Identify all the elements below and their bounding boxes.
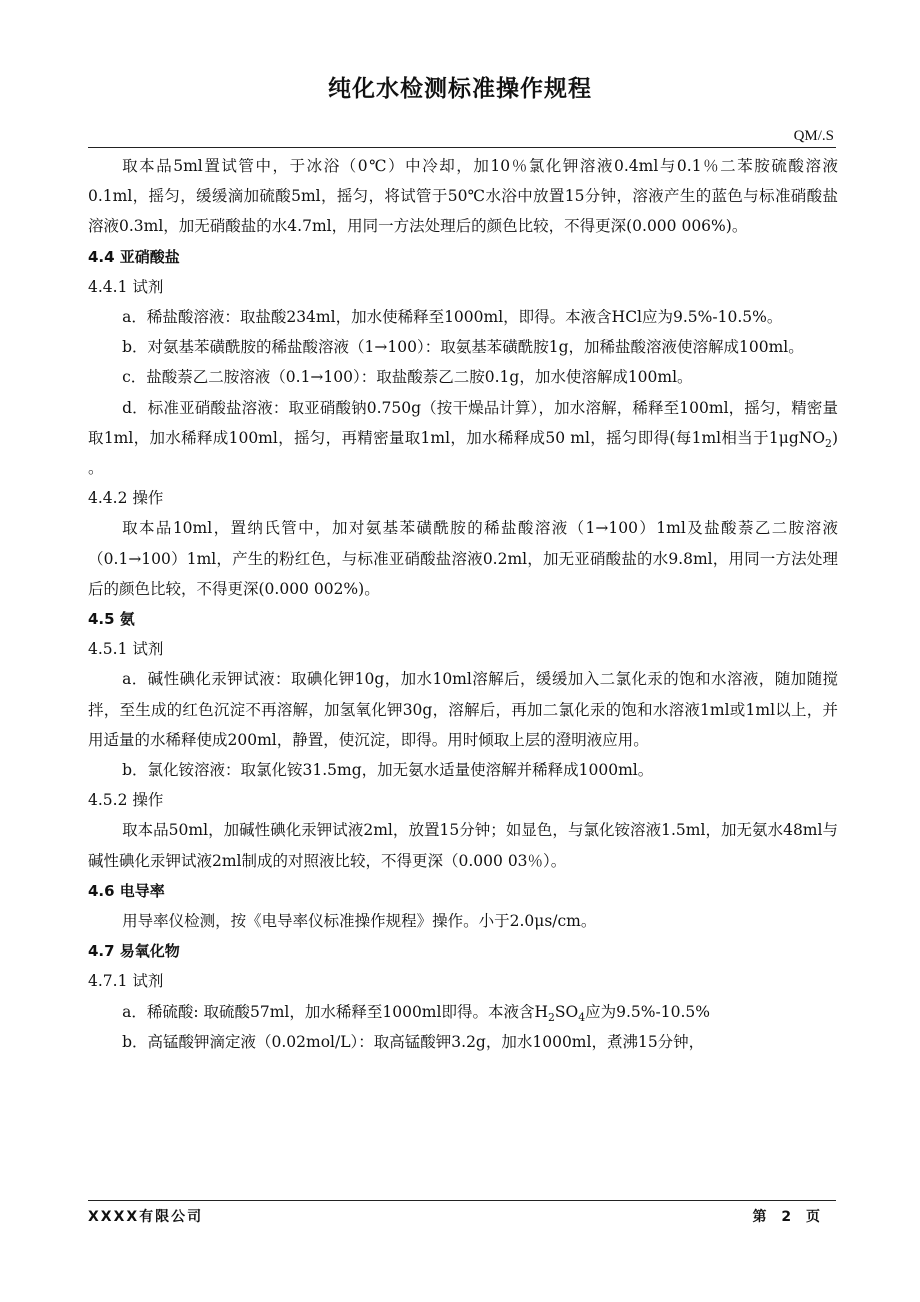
section-heading-4-4: 4.4 亚硝酸盐 — [88, 247, 180, 266]
paragraph-intro: 取本品5ml置试管中，于冰浴（0℃）中冷却，加10％氯化钾溶液0.4ml与0.1％二苯胺硫酸溶液0.1ml，摇匀，缓缓滴加硫酸5ml，摇匀，将试管于50℃水浴中放置15分钟，溶液产生的蓝色与标准硝酸盐溶液0.3ml，加无硝酸盐的水4.7ml，用同一方法处理后的颜色比较，不得更深(0.000 006%)。 — [88, 157, 838, 236]
paragraph-4-4-1-d — [88, 393, 838, 484]
paragraph-4-4-2: 取本品10ml，置纳氏管中，加对氨基苯磺酰胺的稀盐酸溶液（1→100）1ml及盐酸萘乙二胺溶液（0.1→100）1ml，产生的粉红色，与标准亚硝酸盐溶液0.2ml，加无亚硝酸盐的水9.8ml，用同一方法处理后的颜色比较，不得更深(0.000 002%)。 — [88, 519, 838, 598]
paragraph-4-7-1-b: b．高锰酸钾滴定液（0.02mol/L）：取高锰酸钾3.2g，加水1000ml，煮沸15分钟， — [122, 1032, 705, 1051]
document-title: 纯化水检测标准操作规程 — [328, 76, 592, 102]
section-heading-4-7: 4.7 易氧化物 — [88, 942, 180, 961]
section-heading-4-6: 4.6 电导率 — [88, 881, 165, 900]
paragraph-4-5-1-a: a．碱性碘化汞钾试液：取碘化钾10g，加水10ml溶解后，缓缓加入二氯化汞的饱和水溶液，随加随搅拌，至生成的红色沉淀不再溶解，加氢氧化钾30g，溶解后，再加二氯化汞的饱和水溶液1ml或1ml以上，并用适量的水稀释使成200ml，静置，使沉淀，即得。用时倾取上层的澄明液应用。 — [88, 670, 838, 749]
subsection-heading-4-4-1: 4.4.1 试剂 — [88, 277, 164, 296]
paragraph-4-5-1-b: b．氯化铵溶液：取氯化铵31.5mg，加无氨水适量使溶解并稀释成1000ml。 — [122, 761, 654, 780]
footer-page-number: 第 2 页 — [752, 1209, 820, 1225]
formula-part: SO — [554, 1002, 579, 1021]
paragraph-4-7-1-a-text: a．稀硫酸: 取硫酸57ml，加水稀释至1000ml即得。本液含H — [122, 1002, 548, 1021]
section-heading-4-5: 4.5 氨 — [88, 610, 135, 629]
paragraph-4-4-1-d-text: d．标准亚硝酸盐溶液：取亚硝酸钠0.750g（按干燥品计算），加水溶解，稀释至100ml，摇匀，精密量取1ml，加水稀释成100ml，摇匀，再精密量取1ml，加水稀释成50 ml，摇匀即得(每1ml相当于1μgNO — [88, 398, 838, 447]
paragraph-4-4-1-a: a．稀盐酸溶液：取盐酸234ml，加水使稀释至1000ml，即得。本液含HCl应为9.5%-10.5%。 — [122, 308, 783, 327]
paragraph-4-7-1-a — [88, 997, 838, 1027]
document-body — [88, 151, 838, 1057]
header-rule — [88, 147, 836, 148]
paragraph-4-4-1-d-end: ) 。 — [88, 428, 838, 478]
paragraph-4-4-1-b: b．对氨基苯磺酰胺的稀盐酸溶液（1→100）：取氨基苯磺酰胺1g，加稀盐酸溶液使溶解成100ml。 — [122, 338, 804, 357]
document-number: QM/.S — [793, 128, 834, 144]
subscript: 2 — [825, 436, 832, 450]
subsection-heading-4-5-1: 4.5.1 试剂 — [88, 640, 164, 659]
paragraph-4-6: 用导率仪检测，按《电导率仪标准操作规程》操作。小于2.0μs/cm。 — [122, 912, 597, 931]
subscript: 4 — [578, 1010, 586, 1024]
subsection-heading-4-5-2: 4.5.2 操作 — [88, 791, 164, 810]
paragraph-4-5-2: 取本品50ml，加碱性碘化汞钾试液2ml，放置15分钟；如显色，与氯化铵溶液1.5ml，加无氨水48ml与碱性碘化汞钾试液2ml制成的对照液比较，不得更深（0.000 03％）。 — [88, 821, 838, 870]
footer-company: XXXX有限公司 — [88, 1209, 204, 1225]
subsection-heading-4-7-1: 4.7.1 试剂 — [88, 972, 164, 991]
footer-rule — [88, 1200, 836, 1201]
paragraph-4-4-1-c: c．盐酸萘乙二胺溶液（0.1→100）：取盐酸萘乙二胺0.1g，加水使溶解成100ml。 — [122, 368, 693, 387]
subsection-heading-4-4-2: 4.4.2 操作 — [88, 489, 164, 508]
subscript: 2 — [547, 1010, 555, 1024]
paragraph-4-7-1-a-end: 应为9.5%-10.5% — [585, 1002, 710, 1021]
